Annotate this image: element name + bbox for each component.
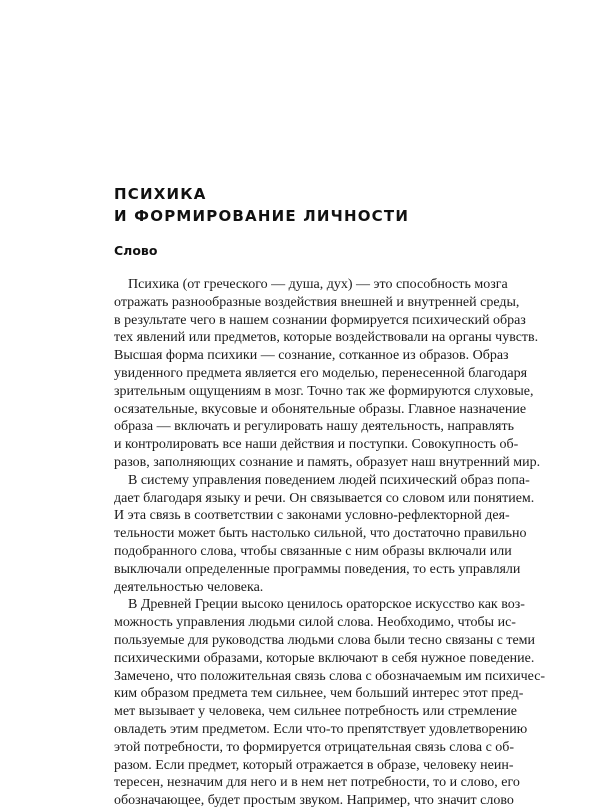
paragraph-line: выключали определенные программы поведения, то есть управляли <box>114 561 521 577</box>
paragraph-line: зрительным ощущениям в мозг. Точно так же формируются слуховые, <box>114 383 534 399</box>
paragraph-line: деятельностью человека. <box>114 579 264 595</box>
paragraph-line: тех явлений или предметов, которые воздействовали на органы чувств. <box>114 330 539 346</box>
paragraph-line: овладеть этим предметом. Если что-то препятствует удовлетворению <box>114 721 528 737</box>
section-title: Слово <box>114 243 158 258</box>
paragraph-line: Психика (от греческого — душа, дух) — это способность мозга <box>128 277 508 292</box>
paragraph-line: можность управления людьми силой слова. Необходимо, чтобы ис- <box>114 615 516 631</box>
paragraph-line: образа — включать и регулировать нашу деятельность, направлять <box>114 419 514 435</box>
paragraph-line: обозначающее, будет простым звуком. Например, что значит слово <box>114 793 514 809</box>
paragraph-line: мет вызывает у человека, чем сильнее потребность или стремление <box>114 704 517 720</box>
paragraph-line: Высшая форма психики — сознание, сотканное из образов. Образ <box>114 348 509 364</box>
paragraph-line: психическими образами, которые включают в себя нужное поведение. <box>114 650 535 666</box>
chapter-title-line-1: ПСИХИКА <box>114 185 207 203</box>
paragraph-line: разом. Если предмет, который отражается в образе, человеку неин- <box>114 757 514 773</box>
chapter-title-line-2: И ФОРМИРОВАНИЕ ЛИЧНОСТИ <box>114 207 410 225</box>
paragraph-line: ким образом предмета тем сильнее, чем больший интерес этот пред- <box>114 686 524 702</box>
paragraph-line: отражать разнообразные воздействия внешней и внутренней среды, <box>114 294 520 310</box>
paragraph-line: И эта связь в соответствии с законами условно-рефлекторной дея- <box>114 508 510 524</box>
paragraph-line: подобранного слова, чтобы связанные с ним образы включали или <box>114 543 512 559</box>
paragraph-line: тересен, незначим для него и в нем нет потребности, то и слово, его <box>114 775 520 791</box>
paragraph-line: в результате чего в нашем сознании формируется психический образ <box>114 312 526 328</box>
paragraph-line: и контролировать все наши действия и поступки. Совокупность об- <box>114 437 519 453</box>
paragraph-line: разов, заполняющих сознание и память, образует наш внутренний мир. <box>114 454 541 470</box>
paragraph-line: тельности может быть настолько сильной, что достаточно правильно <box>114 526 527 542</box>
paragraph-line: осязательные, вкусовые и обонятельные образы. Главное назначение <box>114 401 527 417</box>
paragraph-line: увиденного предмета является его моделью, перенесенной благодаря <box>114 365 528 381</box>
paragraph-line: В Древней Греции высоко ценилось ораторское искусство как воз- <box>128 597 525 613</box>
paragraph-line: этой потребности, то формируется отрицательная связь слова с об- <box>114 739 515 755</box>
paragraph-line: В систему управления поведением людей психический образ попа- <box>128 472 530 488</box>
paragraph-line: дает благодаря языку и речи. Он связывается со словом или понятием. <box>114 490 535 506</box>
paragraph-line: пользуемые для руководства людьми слова были тесно связаны с теми <box>114 632 536 648</box>
body-text <box>114 276 546 810</box>
paragraph-line: Замечено, что положительная связь слова с обозначаемым им психичес- <box>114 668 546 684</box>
chapter-title <box>114 183 514 227</box>
